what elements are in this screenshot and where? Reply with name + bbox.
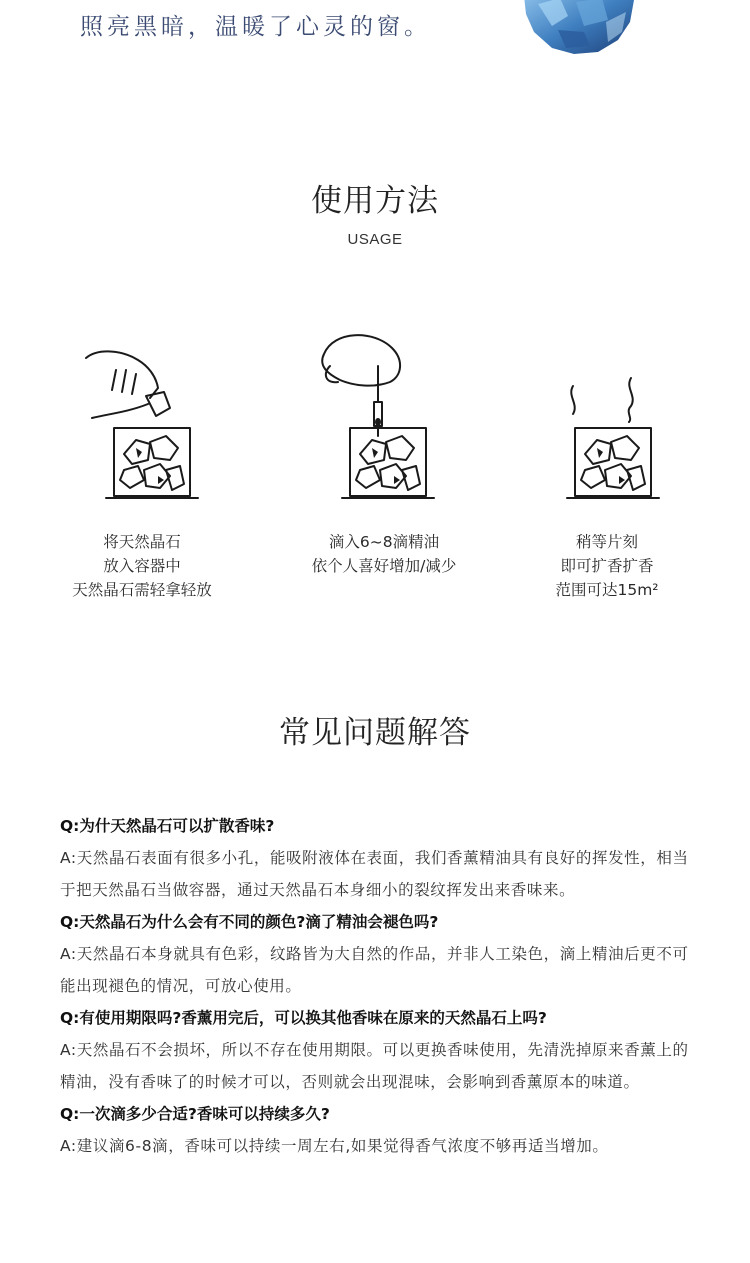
faq-item: [60, 906, 700, 1002]
usage-step-3: [497, 330, 717, 599]
faq-item: [60, 810, 700, 906]
scent-diffusing-icon: [497, 330, 717, 510]
usage-step-2-text: [274, 530, 494, 578]
faq-question: Q:天然晶石为什么会有不同的颜色?滴了精油会褪色吗?: [60, 913, 439, 931]
step-line: 天然晶石需轻拿轻放: [72, 581, 212, 599]
step-line: 稍等片刻: [575, 533, 638, 551]
faq-list: [60, 810, 700, 1162]
step-line: 滴入6~8滴精油: [328, 533, 440, 551]
banner-tagline: 照亮黑暗，温暖了心灵的窗。: [80, 14, 431, 40]
faq-item: [60, 1098, 700, 1162]
usage-step-3-text: [497, 530, 717, 602]
faq-item: [60, 1002, 700, 1098]
step-line: 即可扩香扩香: [560, 557, 654, 575]
faq-answer: A:建议滴6-8滴，香味可以持续一周左右,如果觉得香气浓度不够再适当增加。: [60, 1137, 609, 1155]
faq-answer: A:天然晶石本身就具有色彩，纹路皆为大自然的作品，并非人工染色，滴上精油后更不可能出现褪色的情况，可放心使用。: [60, 945, 689, 995]
usage-step-2: [274, 330, 494, 575]
faq-title: 常见问题解答: [279, 715, 471, 751]
faq-answer: A:天然晶石不会损坏，所以不存在使用期限。可以更换香味使用，先清洗掉原来香薰上的精油，没有香味了的时候才可以，否则就会出现混味，会影响到香薰原本的味道。: [60, 1041, 689, 1091]
step-line: 放入容器中: [103, 557, 181, 575]
step-line: 范围可达15m²: [555, 581, 659, 599]
usage-title: 使用方法: [311, 183, 439, 219]
dropper-oil-icon: [274, 330, 494, 510]
step-line: 依个人喜好增加/减少: [311, 557, 457, 575]
faq-question: Q:一次滴多少合适?香味可以持续多久?: [60, 1105, 330, 1123]
faq-question: Q:为什天然晶石可以扩散香味?: [60, 817, 275, 835]
blue-crystal-image: [518, 0, 638, 58]
faq-answer: A:天然晶石表面有很多小孔，能吸附液体在表面，我们香薰精油具有良好的挥发性，相当于把天然晶石当做容器，通过天然晶石本身细小的裂纹挥发出来香味来。: [60, 849, 689, 899]
usage-step-1-text: [32, 530, 252, 602]
step-line: 将天然晶石: [103, 533, 181, 551]
faq-question: Q:有使用期限吗?香薰用完后，可以换其他香味在原来的天然晶石上吗?: [60, 1009, 547, 1027]
hand-placing-crystal-icon: [32, 330, 252, 510]
usage-subtitle: USAGE: [347, 231, 403, 248]
usage-step-1: [32, 330, 252, 599]
